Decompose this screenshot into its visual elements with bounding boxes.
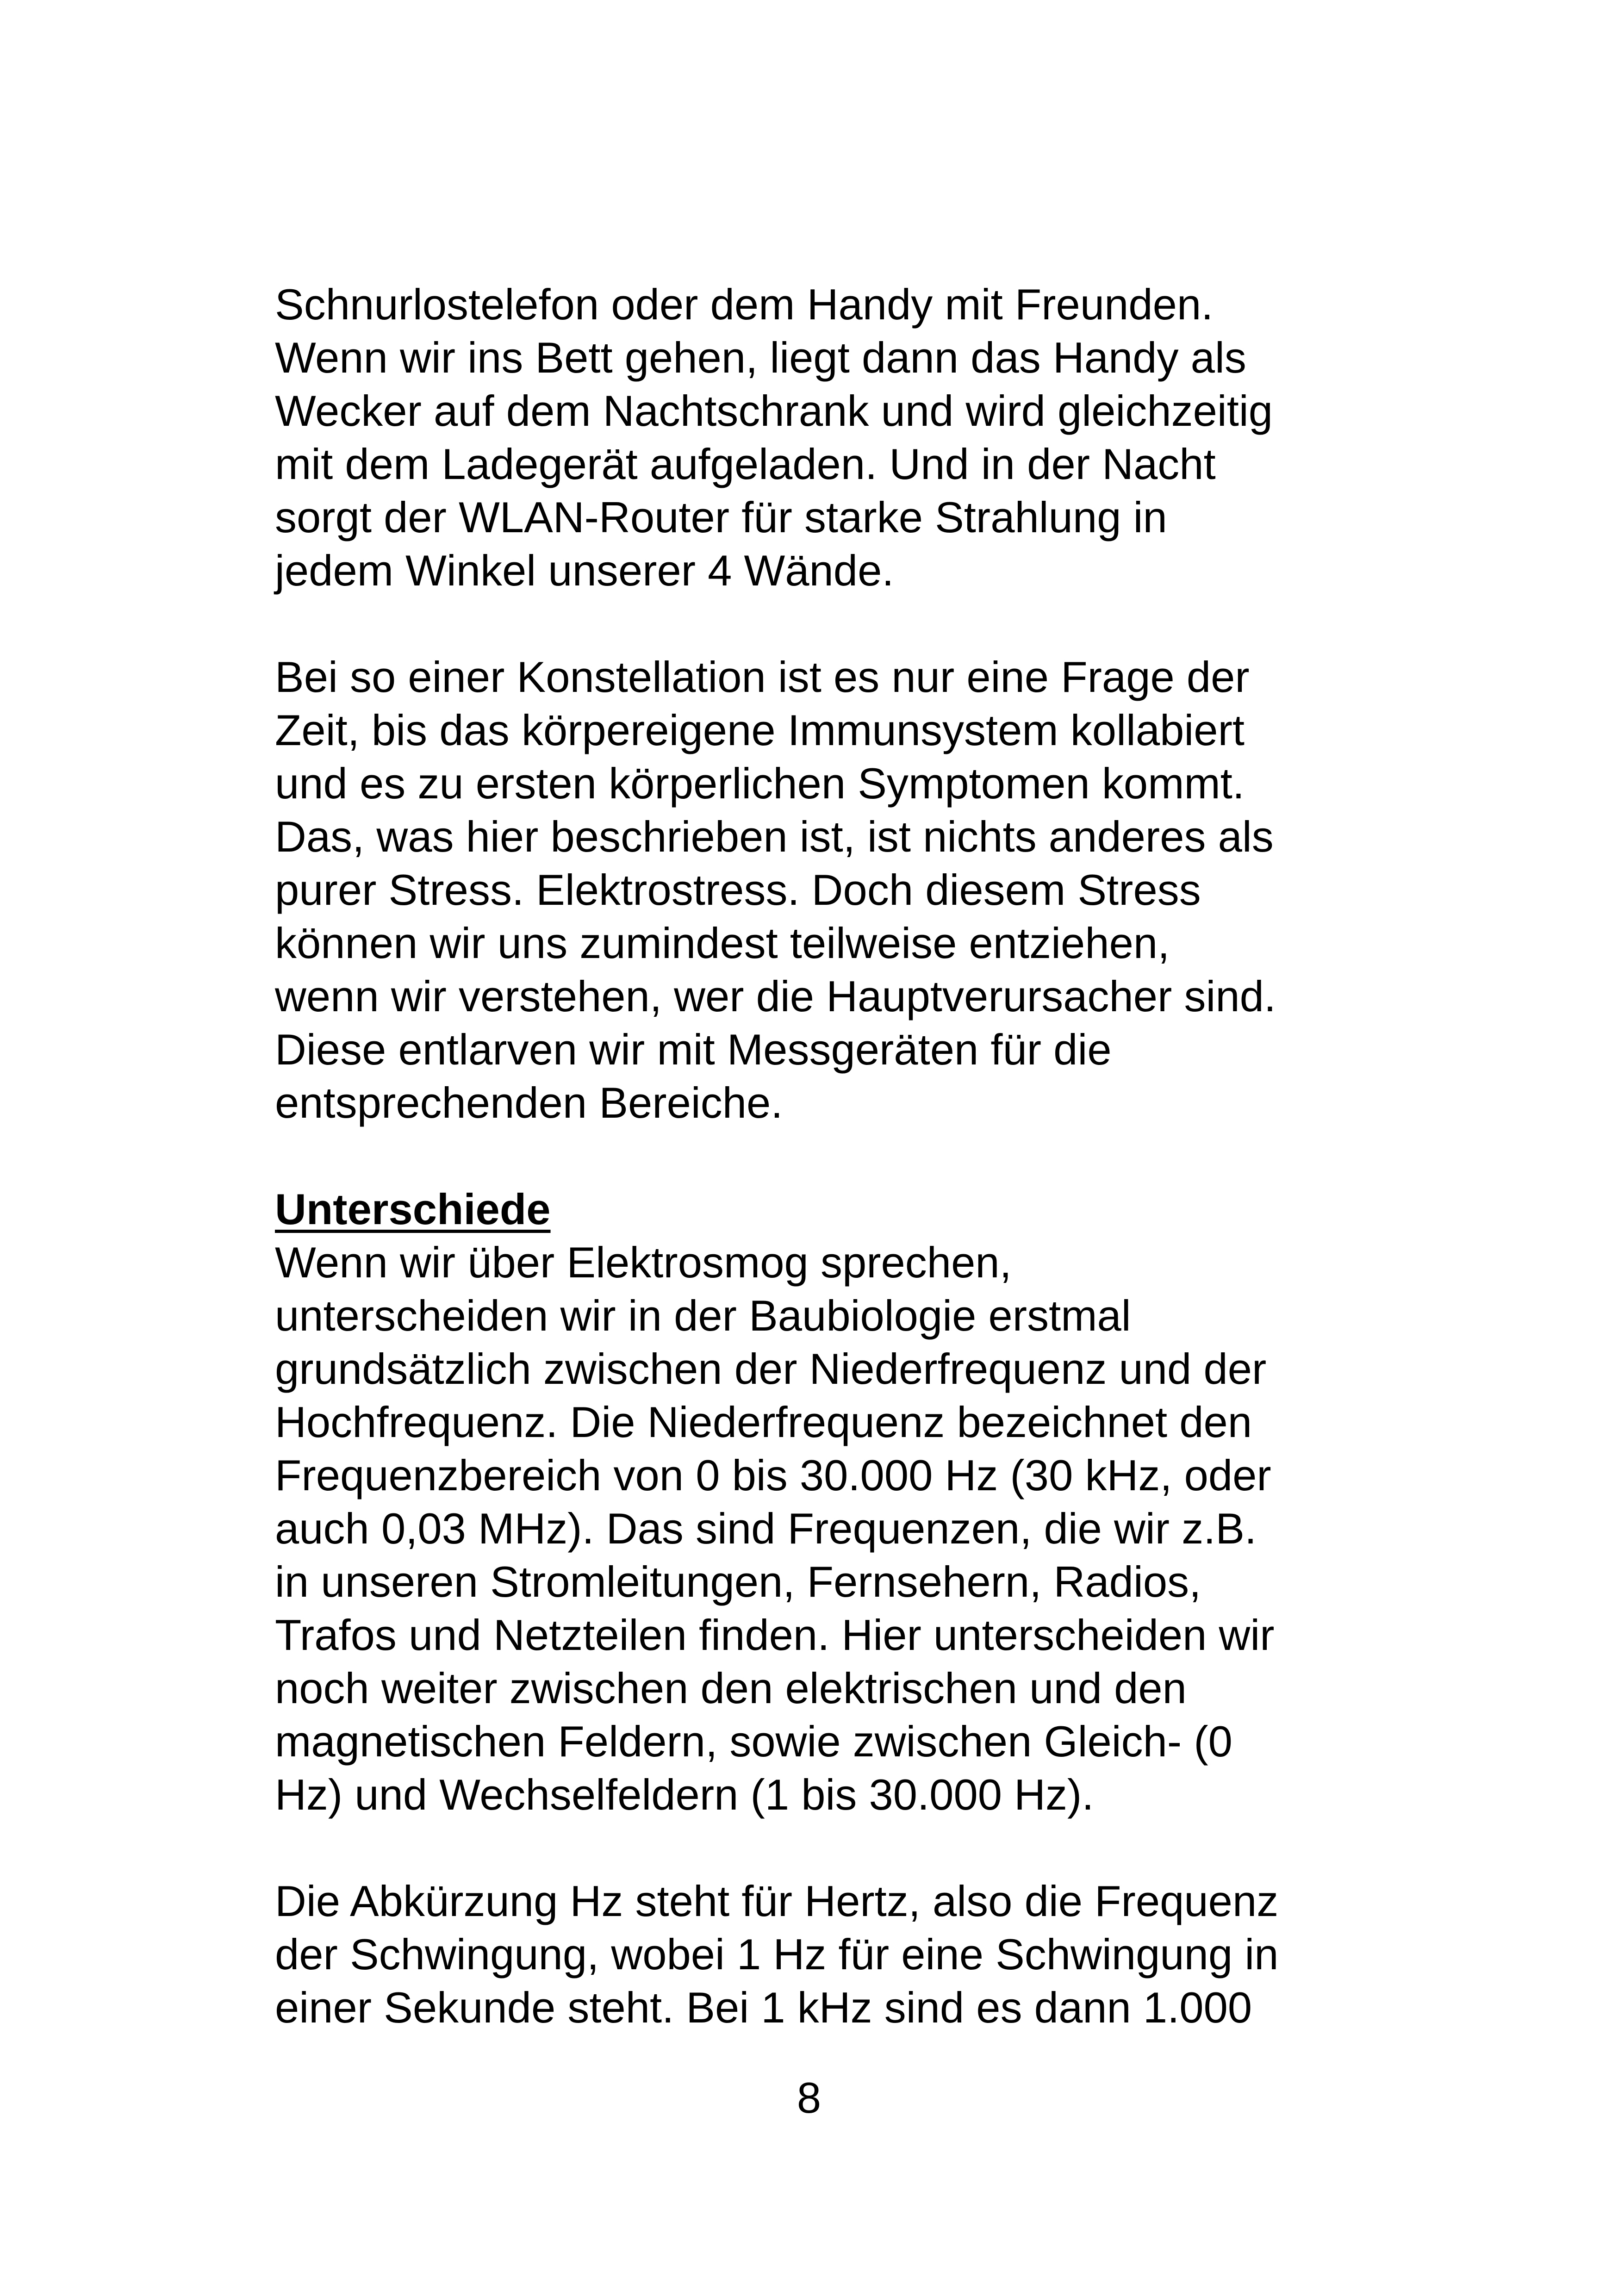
paragraph-spacer bbox=[275, 1129, 1395, 1182]
text-line: auch 0,03 MHz). Das sind Frequenzen, die wir z.B. bbox=[275, 1504, 1257, 1553]
text-line: grundsätzlich zwischen der Niederfrequenz und der bbox=[275, 1344, 1267, 1393]
text-line: Die Abkürzung Hz steht für Hertz, also die Frequenz bbox=[275, 1877, 1279, 1925]
text-line: Bei so einer Konstellation ist es nur eine Frage der bbox=[275, 653, 1250, 701]
body-text bbox=[275, 278, 1395, 2034]
text-line: Wecker auf dem Nachtschrank und wird gleichzeitig bbox=[275, 386, 1273, 435]
paragraph-spacer bbox=[275, 597, 1395, 650]
text-line: Wenn wir ins Bett gehen, liegt dann das Handy als bbox=[275, 333, 1246, 382]
text-line: purer Stress. Elektrostress. Doch diesem Stress bbox=[275, 865, 1201, 914]
text-line: unterscheiden wir in der Baubiologie erstmal bbox=[275, 1291, 1131, 1340]
text-line: sorgt der WLAN-Router für starke Strahlung in bbox=[275, 493, 1167, 541]
text-line: der Schwingung, wobei 1 Hz für eine Schwingung in bbox=[275, 1930, 1279, 1979]
text-line: mit dem Ladegerät aufgeladen. Und in der Nacht bbox=[275, 440, 1216, 488]
text-line: Wenn wir über Elektrosmog sprechen, bbox=[275, 1238, 1012, 1287]
text-line: Zeit, bis das körpereigene Immunsystem kollabiert bbox=[275, 706, 1245, 754]
section-heading: Unterschiede bbox=[275, 1185, 551, 1233]
text-line: Das, was hier beschrieben ist, ist nichts anderes als bbox=[275, 812, 1274, 861]
text-line: Hz) und Wechselfeldern (1 bis 30.000 Hz). bbox=[275, 1770, 1094, 1819]
paragraph bbox=[275, 1874, 1395, 2034]
section-unterschiede bbox=[275, 1182, 1395, 1821]
text-line: und es zu ersten körperlichen Symptomen kommt. bbox=[275, 759, 1245, 808]
text-line: jedem Winkel unserer 4 Wände. bbox=[275, 546, 894, 595]
text-line: Schnurlostelefon oder dem Handy mit Freunden. bbox=[275, 280, 1214, 329]
text-line: wenn wir verstehen, wer die Hauptverursacher sind. bbox=[275, 972, 1276, 1020]
text-line: entsprechenden Bereiche. bbox=[275, 1078, 783, 1127]
paragraph bbox=[275, 278, 1395, 597]
text-line: Trafos und Netzteilen finden. Hier unterscheiden wir bbox=[275, 1611, 1275, 1659]
text-line: noch weiter zwischen den elektrischen und den bbox=[275, 1664, 1187, 1712]
page-number: 8 bbox=[797, 2073, 821, 2122]
text-line: magnetischen Feldern, sowie zwischen Gleich- (0 bbox=[275, 1717, 1232, 1766]
text-line: Diese entlarven wir mit Messgeräten für die bbox=[275, 1025, 1112, 1074]
text-line: Hochfrequenz. Die Niederfrequenz bezeichnet den bbox=[275, 1398, 1252, 1446]
paragraph-spacer bbox=[275, 1821, 1395, 1874]
text-line: in unseren Stromleitungen, Fernsehern, Radios, bbox=[275, 1557, 1201, 1606]
paragraph bbox=[275, 650, 1395, 1129]
text-line: einer Sekunde steht. Bei 1 kHz sind es dann 1.000 bbox=[275, 1983, 1252, 2032]
text-line: Frequenzbereich von 0 bis 30.000 Hz (30 kHz, oder bbox=[275, 1451, 1271, 1500]
text-line: können wir uns zumindest teilweise entziehen, bbox=[275, 919, 1170, 967]
